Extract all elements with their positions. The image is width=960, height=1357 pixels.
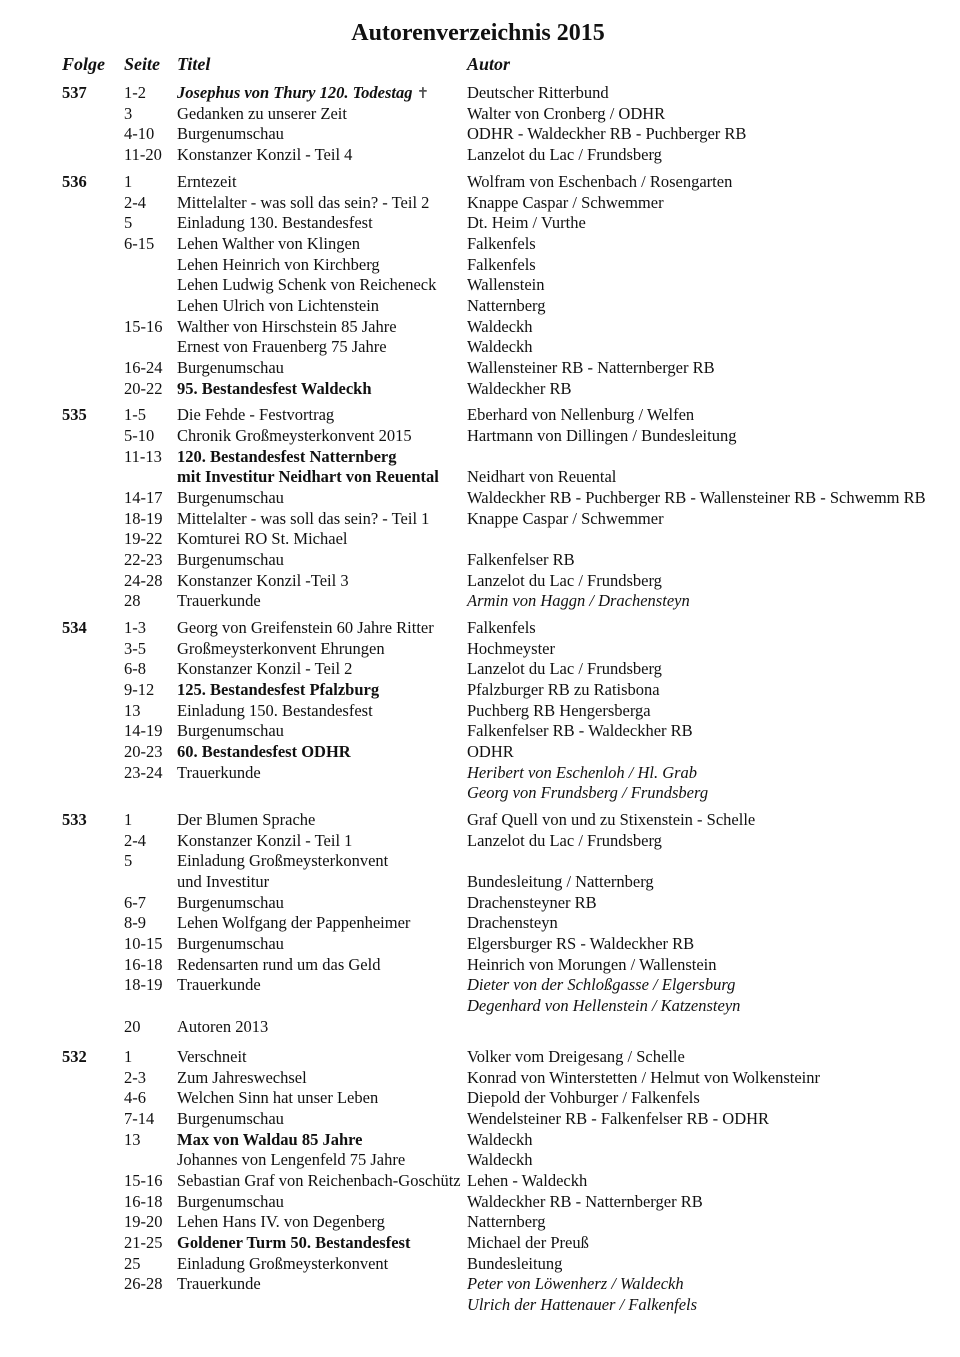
article-title-text: Trauerkunde bbox=[177, 591, 261, 610]
author: Diepold der Vohburger / Falkenfels bbox=[467, 1088, 700, 1107]
author: Dt. Heim / Vurthe bbox=[467, 213, 586, 232]
article-title-text: 120. Bestandesfest Natternberg bbox=[177, 447, 397, 466]
article-title bbox=[177, 1108, 284, 1129]
table-row bbox=[0, 508, 960, 529]
page-range: 13 bbox=[124, 1130, 141, 1149]
article-title bbox=[177, 103, 347, 124]
article-title-text: Die Fehde - Festvortrag bbox=[177, 405, 335, 424]
page-range: 2-3 bbox=[124, 1068, 146, 1087]
author: Heribert von Eschenloh / Hl. Grab bbox=[467, 763, 698, 782]
author: Lanzelot du Lac / Frundsberg bbox=[467, 659, 662, 678]
article-title-text: Lehen Walther von Klingen bbox=[177, 234, 361, 253]
article-title bbox=[177, 1149, 405, 1170]
article-title-text: Burgenumschau bbox=[177, 1192, 284, 1211]
author: Hochmeyster bbox=[467, 639, 555, 658]
article-title-text: Redensarten rund um das Geld bbox=[177, 955, 381, 974]
table-row bbox=[0, 1273, 960, 1294]
cross-icon: ✝ bbox=[416, 86, 430, 102]
page-range: 5-10 bbox=[124, 426, 155, 445]
page-range: 24-28 bbox=[124, 571, 163, 590]
article-title-text: Burgenumschau bbox=[177, 893, 284, 912]
table-row bbox=[0, 1129, 960, 1150]
article-title bbox=[177, 171, 237, 192]
author: Waldeckh bbox=[467, 1130, 533, 1149]
page-range: 19-20 bbox=[124, 1212, 163, 1231]
article-title bbox=[177, 1170, 461, 1191]
article-title-text: Autoren 2013 bbox=[177, 1017, 269, 1036]
article-title bbox=[177, 1211, 385, 1232]
article-title bbox=[177, 82, 429, 105]
article-title bbox=[177, 570, 349, 591]
table-row bbox=[0, 254, 960, 275]
author: Waldeckher RB - Puchberger RB - Wallensteiner RB - Schwemm RB bbox=[467, 488, 926, 507]
issue-number: 532 bbox=[62, 1047, 87, 1066]
table-row bbox=[0, 357, 960, 378]
author: Falkenfelser RB bbox=[467, 550, 575, 569]
table-row bbox=[0, 528, 960, 549]
article-title-text: Burgenumschau bbox=[177, 1109, 284, 1128]
page-range: 11-20 bbox=[124, 145, 162, 164]
page-range: 14-17 bbox=[124, 488, 163, 507]
table-row bbox=[0, 466, 960, 487]
article-title bbox=[177, 1016, 268, 1037]
table-row bbox=[0, 1067, 960, 1088]
page-range: 3 bbox=[124, 104, 133, 123]
article-title-text: Goldener Turm 50. Bestandesfest bbox=[177, 1233, 411, 1252]
author: Michael der Preuß bbox=[467, 1233, 589, 1252]
author: Degenhard von Hellenstein / Katzensteyn bbox=[467, 996, 741, 1015]
author: Waldeckh bbox=[467, 317, 533, 336]
table-row bbox=[0, 741, 960, 762]
article-title-text: Burgenumschau bbox=[177, 934, 284, 953]
page-range: 26-28 bbox=[124, 1274, 163, 1293]
article-title-text: Zum Jahreswechsel bbox=[177, 1068, 307, 1087]
article-title bbox=[177, 617, 434, 638]
article-title-text: Chronik Großmeysterkonvent 2015 bbox=[177, 426, 412, 445]
article-title bbox=[177, 850, 388, 871]
table-row bbox=[0, 233, 960, 254]
article-title bbox=[177, 549, 284, 570]
article-title bbox=[177, 1253, 388, 1274]
table-row bbox=[0, 123, 960, 144]
table-row bbox=[0, 974, 960, 995]
issue-number: 534 bbox=[62, 618, 87, 637]
article-title-text: Konstanzer Konzil - Teil 1 bbox=[177, 831, 353, 850]
author: Graf Quell von und zu Stixenstein - Schelle bbox=[467, 810, 756, 829]
table-row bbox=[0, 144, 960, 165]
page-range: 2-4 bbox=[124, 831, 146, 850]
page-range: 28 bbox=[124, 591, 141, 610]
table-row bbox=[0, 954, 960, 975]
article-title bbox=[177, 487, 284, 508]
article-title-text: Josephus von Thury 120. Todestag bbox=[177, 83, 413, 102]
article-title bbox=[177, 590, 261, 611]
article-title-text: Trauerkunde bbox=[177, 763, 261, 782]
article-title-text: Burgenumschau bbox=[177, 124, 284, 143]
article-title bbox=[177, 933, 284, 954]
table-row bbox=[0, 933, 960, 954]
article-title bbox=[177, 700, 373, 721]
author: Puchberg RB Hengersberga bbox=[467, 701, 651, 720]
article-title-text: Burgenumschau bbox=[177, 550, 284, 569]
article-title-text: Sebastian Graf von Reichenbach-Goschütz bbox=[177, 1171, 461, 1190]
author: Knappe Caspar / Schwemmer bbox=[467, 509, 664, 528]
author: Elgersburger RS - Waldeckher RB bbox=[467, 934, 695, 953]
article-title bbox=[177, 192, 429, 213]
article-title-text: und Investitur bbox=[177, 872, 270, 891]
article-title-text: Verschneit bbox=[177, 1047, 247, 1066]
column-header-folge: Folge bbox=[62, 54, 105, 74]
table-row bbox=[0, 446, 960, 467]
page-range: 20-23 bbox=[124, 742, 163, 761]
article-title bbox=[177, 720, 284, 741]
table-row bbox=[0, 1211, 960, 1232]
article-title bbox=[177, 1232, 410, 1253]
author: ODHR - Waldeckher RB - Puchberger RB bbox=[467, 124, 747, 143]
article-title bbox=[177, 1191, 284, 1212]
page-title: Autorenverzeichnis 2015 bbox=[351, 20, 605, 46]
author: Drachensteyner RB bbox=[467, 893, 597, 912]
article-title-text: Konstanzer Konzil - Teil 2 bbox=[177, 659, 353, 678]
author: Ulrich der Hattenauer / Falkenfels bbox=[467, 1295, 698, 1314]
issue-number: 535 bbox=[62, 405, 87, 424]
author: Pfalzburger RB zu Ratisbona bbox=[467, 680, 660, 699]
article-title-text: Einladung Großmeysterkonvent bbox=[177, 851, 389, 870]
article-title bbox=[177, 425, 412, 446]
author: Hartmann von Dillingen / Bundesleitung bbox=[467, 426, 737, 445]
table-row bbox=[0, 995, 960, 1016]
table-row bbox=[0, 1087, 960, 1108]
article-title bbox=[177, 357, 284, 378]
article-title-text: Mittelalter - was soll das sein? - Teil 2 bbox=[177, 193, 430, 212]
table-row bbox=[0, 82, 960, 103]
article-title-text: Einladung 130. Bestandesfest bbox=[177, 213, 373, 232]
article-title-text: Max von Waldau 85 Jahre bbox=[177, 1130, 363, 1149]
author: Neidhart von Reuental bbox=[467, 467, 617, 486]
article-title-text: 95. Bestandesfest Waldeckh bbox=[177, 379, 372, 398]
page-range: 6-15 bbox=[124, 234, 155, 253]
article-title-text: Burgenumschau bbox=[177, 358, 284, 377]
author: Drachensteyn bbox=[467, 913, 558, 932]
table-row bbox=[0, 316, 960, 337]
page-range: 4-6 bbox=[124, 1088, 146, 1107]
page-range: 6-8 bbox=[124, 659, 146, 678]
table-row bbox=[0, 570, 960, 591]
author: Lehen - Waldeckh bbox=[467, 1171, 588, 1190]
table-row bbox=[0, 336, 960, 357]
page-range: 13 bbox=[124, 701, 141, 720]
table-row bbox=[0, 700, 960, 721]
article-title-text: mit Investitur Neidhart von Reuental bbox=[177, 467, 439, 486]
table-row bbox=[0, 1232, 960, 1253]
article-title-text: Lehen Wolfgang der Pappenheimer bbox=[177, 913, 411, 932]
page-range: 4-10 bbox=[124, 124, 155, 143]
author: Wendelsteiner RB - Falkenfelser RB - ODHR bbox=[467, 1109, 770, 1128]
table-row bbox=[0, 658, 960, 679]
article-title bbox=[177, 1273, 261, 1294]
article-title-text: Einladung 150. Bestandesfest bbox=[177, 701, 373, 720]
article-title bbox=[177, 974, 261, 995]
article-title-text: Trauerkunde bbox=[177, 1274, 261, 1293]
author: Falkenfels bbox=[467, 234, 536, 253]
page-range: 1-2 bbox=[124, 83, 146, 102]
author: Georg von Frundsberg / Frundsberg bbox=[467, 783, 709, 802]
author: Lanzelot du Lac / Frundsberg bbox=[467, 145, 662, 164]
author: ODHR bbox=[467, 742, 514, 761]
page-range: 9-12 bbox=[124, 680, 155, 699]
article-title bbox=[177, 336, 387, 357]
article-title bbox=[177, 1087, 378, 1108]
table-row bbox=[0, 679, 960, 700]
table-row bbox=[0, 590, 960, 611]
article-title-text: Komturei RO St. Michael bbox=[177, 529, 348, 548]
article-title bbox=[177, 762, 261, 783]
page-range: 1 bbox=[124, 172, 133, 191]
article-title bbox=[177, 638, 385, 659]
article-title-text: Johannes von Lengenfeld 75 Jahre bbox=[177, 1150, 406, 1169]
table-row bbox=[0, 274, 960, 295]
author: Falkenfels bbox=[467, 255, 536, 274]
article-title-text: Lehen Hans IV. von Degenberg bbox=[177, 1212, 385, 1231]
table-row bbox=[0, 425, 960, 446]
page-range: 23-24 bbox=[124, 763, 163, 782]
page-range: 16-18 bbox=[124, 1192, 163, 1211]
table-row bbox=[0, 720, 960, 741]
table-row bbox=[0, 1046, 960, 1067]
article-title bbox=[177, 466, 439, 487]
table-row bbox=[0, 782, 960, 803]
page-range: 1 bbox=[124, 1047, 133, 1066]
article-title bbox=[177, 446, 397, 467]
table-row bbox=[0, 404, 960, 425]
author: Bundesleitung bbox=[467, 1254, 563, 1273]
page-range: 5 bbox=[124, 213, 133, 232]
author: Falkenfelser RB - Waldeckher RB bbox=[467, 721, 693, 740]
article-title-text: Lehen Heinrich von Kirchberg bbox=[177, 255, 380, 274]
author: Wallensteiner RB - Natternberger RB bbox=[467, 358, 715, 377]
page-range: 7-14 bbox=[124, 1109, 155, 1128]
table-row bbox=[0, 549, 960, 570]
article-title-text: Einladung Großmeysterkonvent bbox=[177, 1254, 389, 1273]
table-row bbox=[0, 1170, 960, 1191]
table-row bbox=[0, 192, 960, 213]
page-range: 8-9 bbox=[124, 913, 146, 932]
table-row bbox=[0, 892, 960, 913]
author: Konrad von Winterstetten / Helmut von Wolkensteinr bbox=[467, 1068, 821, 1087]
table-row bbox=[0, 1191, 960, 1212]
article-title-text: Lehen Ulrich von Lichtenstein bbox=[177, 296, 380, 315]
article-title bbox=[177, 1046, 247, 1067]
article-title-text: Lehen Ludwig Schenk von Reicheneck bbox=[177, 275, 437, 294]
article-title bbox=[177, 404, 334, 425]
article-title-text: Burgenumschau bbox=[177, 721, 284, 740]
issue-number: 533 bbox=[62, 810, 87, 829]
author: Wallenstein bbox=[467, 275, 545, 294]
author: Natternberg bbox=[467, 296, 546, 315]
article-title-text: 60. Bestandesfest ODHR bbox=[177, 742, 351, 761]
page-range: 6-7 bbox=[124, 893, 146, 912]
author: Waldeckher RB - Natternberger RB bbox=[467, 1192, 703, 1211]
article-title bbox=[177, 830, 352, 851]
table-row bbox=[0, 830, 960, 851]
article-title-text: Großmeysterkonvent Ehrungen bbox=[177, 639, 385, 658]
article-title-text: Der Blumen Sprache bbox=[177, 810, 316, 829]
article-title bbox=[177, 658, 352, 679]
article-title-text: Konstanzer Konzil - Teil 4 bbox=[177, 145, 353, 164]
table-row bbox=[0, 1253, 960, 1274]
table-row bbox=[0, 103, 960, 124]
article-title bbox=[177, 1129, 363, 1150]
article-title bbox=[177, 528, 347, 549]
page-range: 20 bbox=[124, 1017, 141, 1036]
author: Heinrich von Morungen / Wallenstein bbox=[467, 955, 717, 974]
article-title-text: Georg von Greifenstein 60 Jahre Ritter bbox=[177, 618, 434, 637]
page-range: 25 bbox=[124, 1254, 141, 1273]
author: Deutscher Ritterbund bbox=[467, 83, 609, 102]
author: Wolfram von Eschenbach / Rosengarten bbox=[467, 172, 733, 191]
article-title-text: Ernest von Frauenberg 75 Jahre bbox=[177, 337, 387, 356]
author: Walter von Cronberg / ODHR bbox=[467, 104, 666, 123]
author: Lanzelot du Lac / Frundsberg bbox=[467, 831, 662, 850]
article-title bbox=[177, 809, 315, 830]
table-row bbox=[0, 487, 960, 508]
article-title-text: 125. Bestandesfest Pfalzburg bbox=[177, 680, 380, 699]
article-title bbox=[177, 378, 372, 399]
page-range: 20-22 bbox=[124, 379, 163, 398]
article-title bbox=[177, 144, 352, 165]
article-title bbox=[177, 233, 360, 254]
article-title bbox=[177, 954, 380, 975]
article-title bbox=[177, 1067, 307, 1088]
author: Bundesleitung / Natternberg bbox=[467, 872, 654, 891]
article-title-text: Trauerkunde bbox=[177, 975, 261, 994]
page-range: 15-16 bbox=[124, 1171, 163, 1190]
article-title bbox=[177, 254, 380, 275]
article-title bbox=[177, 912, 410, 933]
author: Dieter von der Schloßgasse / Elgersburg bbox=[467, 975, 736, 994]
table-row bbox=[0, 171, 960, 192]
page-range: 10-15 bbox=[124, 934, 163, 953]
article-title bbox=[177, 871, 269, 892]
article-title-text: Erntezeit bbox=[177, 172, 237, 191]
author: Waldeckh bbox=[467, 337, 533, 356]
author: Volker vom Dreigesang / Schelle bbox=[467, 1047, 685, 1066]
article-title bbox=[177, 741, 351, 762]
page-range: 1 bbox=[124, 810, 133, 829]
issue-number: 537 bbox=[62, 83, 87, 102]
page-range: 16-18 bbox=[124, 955, 163, 974]
article-title bbox=[177, 212, 373, 233]
article-title-text: Burgenumschau bbox=[177, 488, 284, 507]
author: Peter von Löwenherz / Waldeckh bbox=[467, 1274, 684, 1293]
article-title-text: Gedanken zu unserer Zeit bbox=[177, 104, 347, 123]
table-row bbox=[0, 378, 960, 399]
article-title-text: Welchen Sinn hat unser Leben bbox=[177, 1088, 379, 1107]
table-row bbox=[0, 871, 960, 892]
author: Waldeckher RB bbox=[467, 379, 572, 398]
table-row bbox=[0, 212, 960, 233]
table-row bbox=[0, 638, 960, 659]
table-row bbox=[0, 850, 960, 871]
page-range: 19-22 bbox=[124, 529, 163, 548]
page-range: 21-25 bbox=[124, 1233, 163, 1252]
table-row bbox=[0, 1149, 960, 1170]
page-range: 18-19 bbox=[124, 509, 163, 528]
article-title bbox=[177, 274, 436, 295]
article-title-text: Walther von Hirschstein 85 Jahre bbox=[177, 317, 397, 336]
table-row bbox=[0, 295, 960, 316]
author: Eberhard von Nellenburg / Welfen bbox=[467, 405, 695, 424]
table-row bbox=[0, 1294, 960, 1315]
author: Natternberg bbox=[467, 1212, 546, 1231]
author: Waldeckh bbox=[467, 1150, 533, 1169]
table-row bbox=[0, 762, 960, 783]
page-range: 5 bbox=[124, 851, 133, 870]
table-row bbox=[0, 809, 960, 830]
page-range: 2-4 bbox=[124, 193, 146, 212]
article-title-text: Mittelalter - was soll das sein? - Teil 1 bbox=[177, 509, 430, 528]
page-range: 1-3 bbox=[124, 618, 146, 637]
page-range: 16-24 bbox=[124, 358, 163, 377]
column-header-seite: Seite bbox=[124, 54, 160, 74]
author: Falkenfels bbox=[467, 618, 536, 637]
article-title bbox=[177, 123, 284, 144]
issue-number: 536 bbox=[62, 172, 87, 191]
page-range: 1-5 bbox=[124, 405, 146, 424]
author: Lanzelot du Lac / Frundsberg bbox=[467, 571, 662, 590]
page-range: 22-23 bbox=[124, 550, 163, 569]
article-title-text: Konstanzer Konzil -Teil 3 bbox=[177, 571, 349, 590]
table-row bbox=[0, 1016, 960, 1037]
column-header-autor: Autor bbox=[467, 54, 511, 74]
page-range: 15-16 bbox=[124, 317, 163, 336]
author: Knappe Caspar / Schwemmer bbox=[467, 193, 664, 212]
table-row bbox=[0, 1108, 960, 1129]
article-title bbox=[177, 316, 397, 337]
article-title bbox=[177, 892, 284, 913]
column-header-titel: Titel bbox=[177, 54, 211, 74]
table-row bbox=[0, 912, 960, 933]
page-range: 11-13 bbox=[124, 447, 162, 466]
page-range: 3-5 bbox=[124, 639, 146, 658]
article-title bbox=[177, 679, 379, 700]
article-title bbox=[177, 508, 429, 529]
author: Armin von Haggn / Drachensteyn bbox=[467, 591, 690, 610]
page-range: 14-19 bbox=[124, 721, 163, 740]
page-range: 18-19 bbox=[124, 975, 163, 994]
article-title bbox=[177, 295, 379, 316]
table-row bbox=[0, 617, 960, 638]
